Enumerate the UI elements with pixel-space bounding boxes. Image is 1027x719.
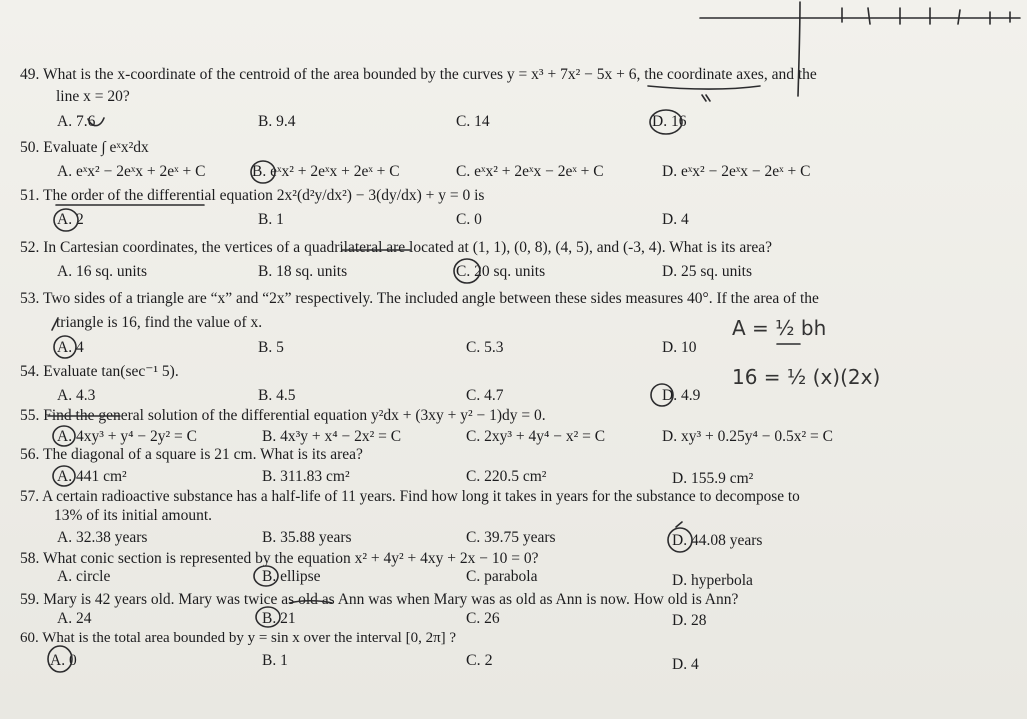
q49-option-d[interactable]: D. 16 <box>652 113 687 130</box>
q60-option-b[interactable]: B. 1 <box>262 652 288 669</box>
question-54-stem: 54. Evaluate tan(sec⁻¹ 5). <box>20 363 179 380</box>
q56-option-b[interactable]: B. 311.83 cm² <box>262 468 350 485</box>
q54-option-a[interactable]: A. 4.3 <box>57 387 96 404</box>
question-53-stem-cont: triangle is 16, find the value of x. <box>56 314 263 331</box>
q58-option-c[interactable]: C. parabola <box>466 568 538 585</box>
q60-option-a[interactable]: A. 0 <box>50 652 77 669</box>
question-55-stem: 55. Find the general solution of the differential equation y²dx + (3xy + y² − 1)dy = 0. <box>20 407 546 424</box>
question-52-stem: 52. In Cartesian coordinates, the vertices of a quadrilateral are located at (1, 1), (0, 8), (4, 5), and (-3, 4). What is its area? <box>20 239 773 256</box>
q59-option-d[interactable]: D. 28 <box>672 612 707 629</box>
q50-option-c[interactable]: C. eˣx² + 2eˣx − 2eˣ + C <box>456 163 604 180</box>
q55-option-b[interactable]: B. 4x³y + x⁴ − 2x² = C <box>262 428 402 445</box>
q52-option-d[interactable]: D. 25 sq. units <box>662 263 752 280</box>
q60-option-d[interactable]: D. 4 <box>672 656 699 673</box>
q54-option-d[interactable]: D. 4.9 <box>662 387 701 404</box>
q57-option-a[interactable]: A. 32.38 years <box>57 529 148 546</box>
q51-option-d[interactable]: D. 4 <box>662 211 689 228</box>
q53-option-c[interactable]: C. 5.3 <box>466 339 504 356</box>
q58-option-a[interactable]: A. circle <box>57 568 111 585</box>
question-58-stem: 58. What conic section is represented by the equation x² + 4y² + 4xy + 2x − 10 = 0? <box>20 550 539 567</box>
q50-option-d[interactable]: D. eˣx² − 2eˣx − 2eˣ + C <box>662 163 811 180</box>
handwritten-area-substitution: 16 = ½ (x)(2x) <box>732 365 881 389</box>
q59-option-c[interactable]: C. 26 <box>466 610 500 627</box>
q58-option-b[interactable]: B. ellipse <box>262 568 321 585</box>
q57-option-c[interactable]: C. 39.75 years <box>466 529 556 546</box>
q54-option-b[interactable]: B. 4.5 <box>258 387 296 404</box>
question-51-stem: 51. The order of the differential equation 2x²(d²y/dx²) − 3(dy/dx) + y = 0 is <box>20 187 485 204</box>
question-57-stem-cont: 13% of its initial amount. <box>54 507 212 524</box>
q60-option-c[interactable]: C. 2 <box>466 652 493 669</box>
question-59-stem: 59. Mary is 42 years old. Mary was twice as old as Ann was when Mary was as old as Ann is now. How old is Ann? <box>20 591 739 608</box>
handwritten-area-formula: A = ½ bh <box>732 316 827 340</box>
q51-option-b[interactable]: B. 1 <box>258 211 284 228</box>
q53-option-a[interactable]: A. 4 <box>57 339 84 356</box>
q57-option-d[interactable]: D. 44.08 years <box>672 532 763 549</box>
q50-option-b[interactable]: B. eˣx² + 2eˣx + 2eˣ + C <box>252 163 400 180</box>
q50-option-a[interactable]: A. eˣx² − 2eˣx + 2eˣ + C <box>57 163 206 180</box>
question-57-stem: 57. A certain radioactive substance has a half-life of 11 years. Find how long it takes in years for the substance to decompose to <box>20 488 800 505</box>
q58-option-d[interactable]: D. hyperbola <box>672 572 753 589</box>
q53-option-b[interactable]: B. 5 <box>258 339 284 356</box>
q59-option-a[interactable]: A. 24 <box>57 610 92 627</box>
q52-option-c[interactable]: C. 20 sq. units <box>456 263 546 280</box>
q51-option-a[interactable]: A. 2 <box>57 211 84 228</box>
q59-option-b[interactable]: B. 21 <box>262 610 296 627</box>
q49-option-c[interactable]: C. 14 <box>456 113 490 130</box>
q56-option-d[interactable]: D. 155.9 cm² <box>672 470 754 487</box>
q54-option-c[interactable]: C. 4.7 <box>466 387 504 404</box>
q55-option-c[interactable]: C. 2xy³ + 4y⁴ − x² = C <box>466 428 606 445</box>
q52-option-a[interactable]: A. 16 sq. units <box>57 263 147 280</box>
q52-option-b[interactable]: B. 18 sq. units <box>258 263 348 280</box>
question-60-stem: 60. What is the total area bounded by y = sin x over the interval [0, 2π] ? <box>20 630 457 646</box>
q51-option-c[interactable]: C. 0 <box>456 211 482 228</box>
q57-option-b[interactable]: B. 35.88 years <box>262 529 352 546</box>
question-49-stem-cont: line x = 20? <box>56 88 130 105</box>
q49-option-a[interactable]: A. 7.6 <box>57 113 96 130</box>
question-49-stem: 49. What is the x-coordinate of the centroid of the area bounded by the curves y = x³ + 7x² − 5x + 6, the coordinate axes, and the <box>20 66 817 83</box>
question-50-stem: 50. Evaluate ∫ eˣx²dx <box>20 139 149 156</box>
question-53-stem: 53. Two sides of a triangle are “x” and “2x” respectively. The included angle between these sides measures 40°. If the area of the <box>20 290 819 307</box>
q55-option-a[interactable]: A. 4xy³ + y⁴ − 2y² = C <box>57 428 197 445</box>
q56-option-c[interactable]: C. 220.5 cm² <box>466 468 547 485</box>
q56-option-a[interactable]: A. 441 cm² <box>57 468 127 485</box>
q55-option-d[interactable]: D. xy³ + 0.25y⁴ − 0.5x² = C <box>662 428 833 445</box>
q53-option-d[interactable]: D. 10 <box>662 339 697 356</box>
question-56-stem: 56. The diagonal of a square is 21 cm. What is its area? <box>20 446 363 463</box>
q49-option-b[interactable]: B. 9.4 <box>258 113 296 130</box>
